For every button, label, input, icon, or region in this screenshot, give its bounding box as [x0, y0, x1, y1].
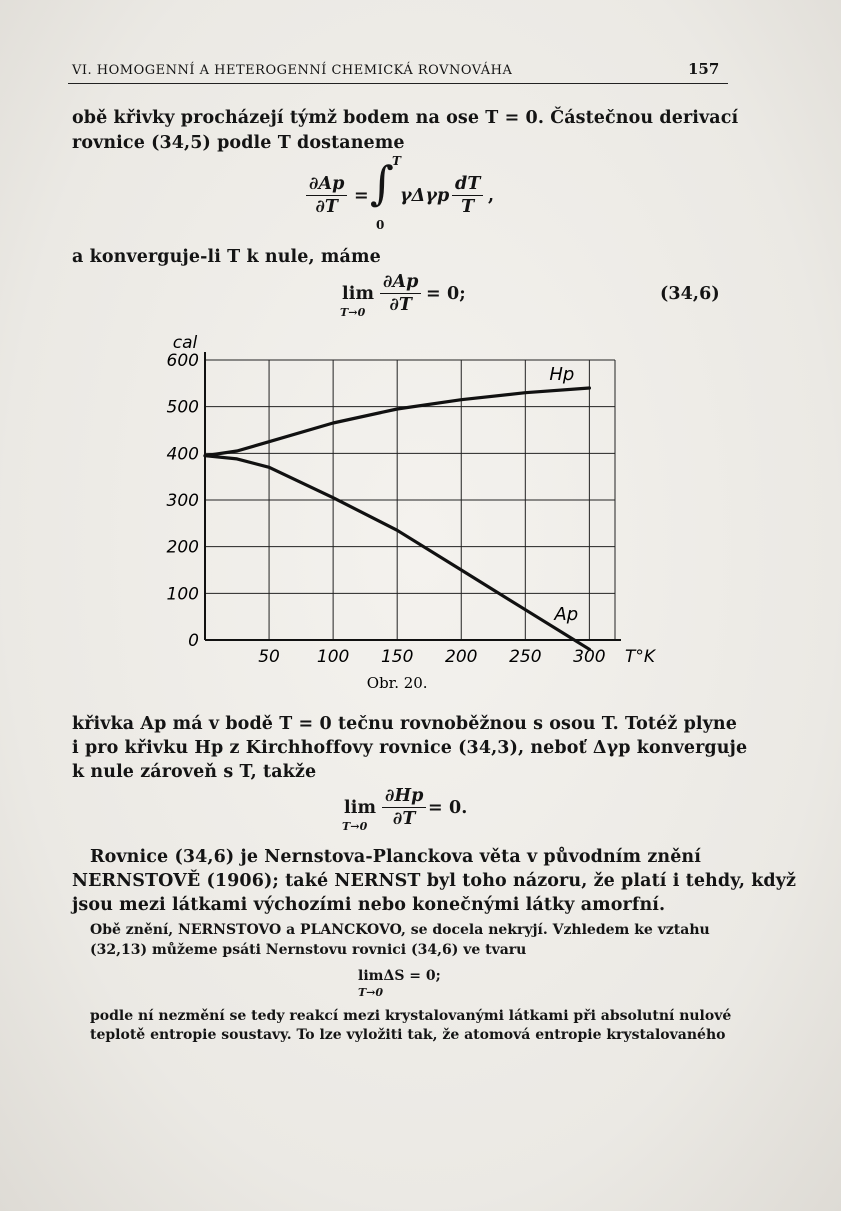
equation-rhs: = 0.	[428, 798, 468, 818]
series-label-ap: Ap	[554, 604, 579, 625]
y-tick-label: 0	[188, 631, 199, 651]
integrand: γΔγp	[400, 186, 450, 206]
y-tick-label: 200	[166, 537, 199, 558]
lim-subscript: T→0	[340, 306, 366, 319]
series-label-hp: Hp	[549, 364, 575, 385]
paragraph-line: Rovnice (34,6) je Nernstova-Planckova věta v původním znění	[90, 847, 702, 867]
fraction	[380, 272, 421, 315]
paragraph-line: NERNSTOVĚ (1906); také NERNST byl toho názoru, že platí i tehdy, když	[72, 871, 797, 891]
paragraph-line: křivka Ap má v bodě T = 0 tečnu rovnoběžnou s osou T. Totéž plyne	[72, 714, 737, 734]
equation-entropy: limΔS = 0;	[358, 968, 441, 984]
denominator: ∂T	[392, 809, 416, 829]
denominator: ∂T	[389, 295, 413, 315]
numerator: ∂Hp	[382, 786, 426, 808]
equation-number: (34,6)	[660, 284, 720, 304]
x-tick-label: 100	[316, 647, 350, 667]
small-print-line: podle ní nezmění se tedy reakcí mezi krystalovanými látkami při absolutní nulové	[90, 1008, 732, 1024]
y-axis-label: cal	[172, 333, 198, 353]
x-axis-label: T°K	[625, 647, 656, 667]
equals-sign: =	[354, 186, 369, 206]
x-tick-label: 300	[573, 647, 606, 667]
small-print-line: (32,13) můžeme psáti Nernstovu rovnici (34,6) ve tvaru	[90, 942, 527, 958]
y-tick-label: 400	[166, 444, 199, 465]
page-number: 157	[688, 60, 720, 78]
denominator: ∂T	[315, 197, 339, 217]
x-tick-label: 250	[509, 647, 542, 667]
numerator: ∂Ap	[306, 174, 347, 196]
lim-subscript: T→0	[358, 986, 384, 999]
paragraph-line: obě křivky procházejí týmž bodem na ose T = 0. Částečnou derivací	[72, 108, 739, 128]
fraction	[452, 174, 483, 217]
paragraph-line: rovnice (34,5) podle T dostaneme	[72, 133, 405, 153]
small-print-line: Obě znění, NERNSTOVO a PLANCKOVO, se docela nekryjí. Vzhledem ke vztahu	[90, 922, 710, 938]
y-tick-label: 300	[166, 491, 199, 511]
x-tick-label: 150	[380, 647, 414, 667]
paragraph-line: jsou mezi látkami výchozími nebo konečnými látky amorfní.	[72, 895, 666, 915]
paragraph-line: i pro křivku Hp z Kirchhoffovy rovnice (34,3), neboť Δγp konverguje	[72, 738, 748, 758]
integral-upper-limit: T	[392, 154, 402, 168]
lim: lim	[342, 284, 375, 304]
figure-caption: Obr. 20.	[366, 674, 428, 692]
denominator: T	[461, 197, 475, 217]
paragraph-line: k nule zároveň s T, takže	[72, 762, 317, 782]
lim-subscript: T→0	[342, 820, 368, 833]
header-rule	[68, 83, 728, 84]
x-tick-label: 200	[445, 647, 478, 667]
running-header: VI. HOMOGENNÍ A HETEROGENNÍ CHEMICKÁ ROVNOVÁHA	[72, 63, 513, 78]
thermo-chart	[160, 330, 656, 700]
fraction	[306, 174, 347, 217]
comma: ,	[488, 186, 495, 206]
y-tick-label: 100	[166, 584, 199, 605]
numerator: ∂Ap	[380, 272, 421, 294]
equation-rhs: = 0;	[426, 284, 466, 304]
fraction	[382, 786, 426, 829]
y-tick-label: 600	[166, 351, 199, 371]
integral-sign: ∫	[370, 156, 395, 210]
integral-lower-limit: 0	[376, 218, 385, 232]
paragraph-line: a konverguje-li T k nule, máme	[72, 247, 381, 267]
small-print-line: teplotě entropie soustavy. To lze vyložiti tak, že atomová entropie krystalovaného	[90, 1027, 726, 1043]
lim: lim	[344, 798, 377, 818]
x-tick-label: 50	[258, 647, 280, 667]
y-tick-label: 500	[166, 397, 199, 418]
numerator: dT	[452, 174, 483, 196]
